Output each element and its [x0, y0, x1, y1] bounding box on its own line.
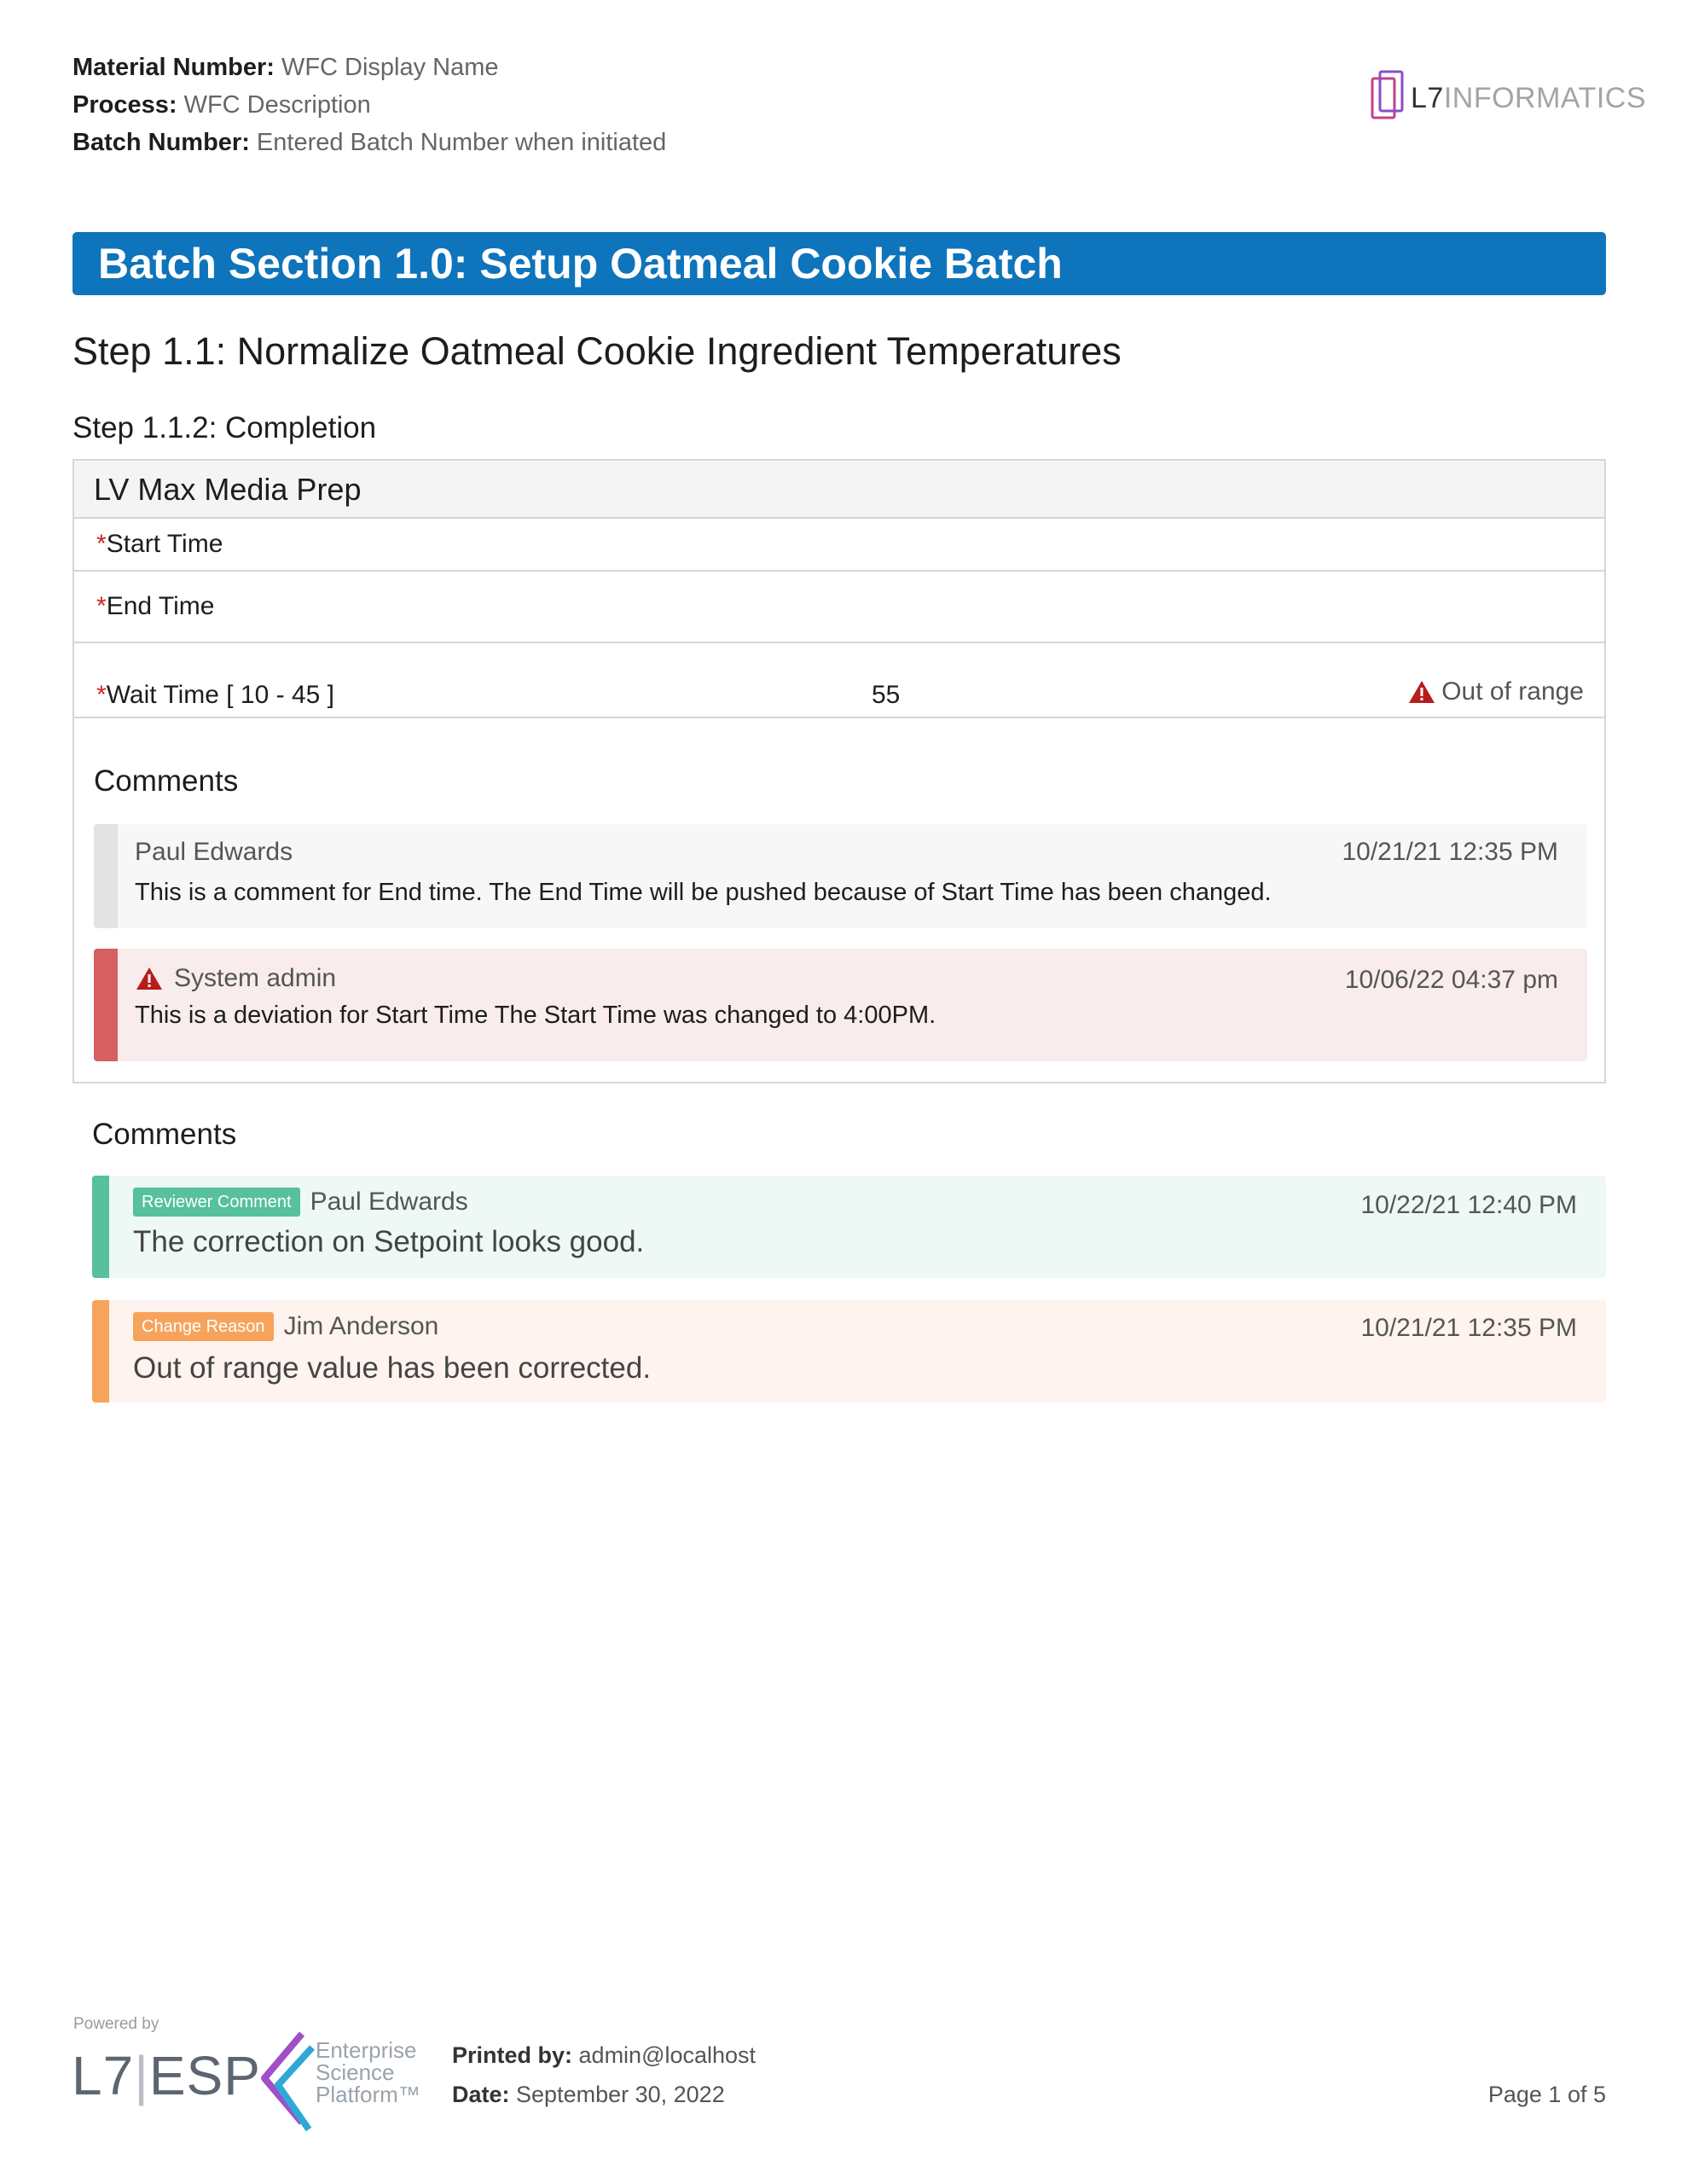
change-reason-header	[133, 1312, 438, 1341]
card-title: LV Max Media Prep	[94, 472, 362, 507]
comment-timestamp: 10/21/21 12:35 PM	[1342, 838, 1558, 866]
card-comments-heading: Comments	[94, 764, 239, 798]
warning-triangle-icon	[1407, 679, 1436, 705]
process-line	[72, 87, 371, 123]
substep-title: Step 1.1.2: Completion	[72, 411, 377, 444]
warning-triangle-icon	[135, 966, 164, 991]
step-card	[72, 459, 1606, 1083]
reviewer-comment-badge: Reviewer Comment	[133, 1188, 300, 1217]
field-label	[96, 530, 223, 559]
date-value: September 30, 2022	[516, 2082, 725, 2107]
card-header	[74, 461, 1604, 519]
change-reason-item	[92, 1300, 1606, 1403]
reviewer-accent-bar	[92, 1176, 109, 1278]
process-label: Process:	[72, 91, 177, 119]
field-row-start-time	[74, 519, 1604, 572]
batch-number-value: Entered Batch Number when initiated	[256, 129, 667, 156]
reviewer-comment-text: The correction on Setpoint looks good.	[133, 1225, 645, 1258]
batch-section-title: Batch Section 1.0: Setup Oatmeal Cookie Batch	[72, 232, 1606, 295]
change-reason-accent-bar	[92, 1300, 109, 1403]
review-comments-heading: Comments	[92, 1118, 237, 1151]
date-line	[452, 2082, 725, 2108]
printed-by-value: admin@localhost	[578, 2042, 757, 2068]
warning-text: Out of range	[1441, 677, 1584, 706]
esp-name: ESP	[148, 2045, 261, 2106]
wait-time-value[interactable]: 55	[872, 681, 901, 709]
comment-accent-bar	[94, 824, 118, 928]
deviation-accent-bar	[94, 949, 118, 1061]
comment-item	[94, 824, 1587, 928]
process-value: WFC Description	[183, 91, 371, 119]
field-label-text: Wait Time [ 10 - 45 ]	[106, 681, 334, 709]
reviewer-comment-header	[133, 1188, 468, 1217]
deviation-timestamp: 10/06/22 04:37 pm	[1344, 966, 1558, 994]
field-label	[96, 592, 214, 621]
deviation-author	[135, 964, 336, 993]
required-mark: *	[96, 530, 107, 558]
date-label: Date:	[452, 2082, 510, 2107]
field-label-text: End Time	[106, 592, 215, 620]
change-reason-text: Out of range value has been corrected.	[133, 1351, 652, 1385]
field-label-text: Start Time	[106, 530, 223, 558]
logo-l7: L7	[1411, 82, 1444, 114]
reviewer-comment-item	[92, 1176, 1606, 1278]
field-row-wait-time	[74, 643, 1604, 718]
reviewer-author: Paul Edwards	[310, 1188, 468, 1216]
reviewer-timestamp: 10/22/21 12:40 PM	[1360, 1191, 1577, 1219]
powered-by-label: Powered by	[73, 2015, 159, 2033]
batch-number-line	[72, 125, 666, 160]
deviation-text: This is a deviation for Start Time The Start Time was changed to 4:00PM.	[135, 1002, 936, 1029]
esp-divider: |	[134, 2045, 149, 2106]
material-number-line	[72, 49, 499, 85]
field-label	[96, 681, 334, 710]
field-row-end-time	[74, 572, 1604, 643]
esp-sub-science: Science	[316, 2059, 395, 2085]
step-title: Step 1.1: Normalize Oatmeal Cookie Ingredient Temperatures	[72, 329, 1122, 373]
l7-informatics-logo	[1370, 68, 1647, 123]
esp-subtitle	[316, 2039, 420, 2106]
printed-by-label: Printed by:	[452, 2042, 573, 2068]
change-reason-timestamp: 10/21/21 12:35 PM	[1360, 1314, 1577, 1342]
logo-wordmark	[1411, 82, 1646, 115]
required-mark: *	[96, 681, 107, 709]
esp-chevron-icon	[252, 2029, 321, 2136]
page-number: Page 1 of 5	[1487, 2082, 1606, 2107]
deviation-author-name: System admin	[174, 964, 337, 992]
comment-text: This is a comment for End time. The End Time will be pushed because of Start Time has been changed.	[135, 879, 1272, 906]
required-mark: *	[96, 592, 107, 620]
esp-l7: L7	[72, 2045, 135, 2106]
l7-esp-logo	[72, 2029, 447, 2136]
material-number-value: WFC Display Name	[281, 54, 499, 81]
printed-by-line	[452, 2042, 756, 2069]
material-number-label: Material Number:	[72, 54, 275, 81]
change-reason-badge: Change Reason	[133, 1312, 274, 1341]
l7-logo-mark-icon	[1370, 68, 1409, 123]
logo-informatics: INFORMATICS	[1443, 82, 1647, 114]
deviation-item	[94, 949, 1587, 1061]
comment-author: Paul Edwards	[135, 838, 293, 866]
esp-sub-platform: Platform™	[316, 2082, 420, 2107]
batch-number-label: Batch Number:	[72, 129, 250, 156]
esp-wordmark	[72, 2044, 261, 2107]
change-reason-author: Jim Anderson	[283, 1312, 439, 1340]
esp-sub-enterprise: Enterprise	[316, 2037, 417, 2063]
out-of-range-warning	[1407, 677, 1584, 706]
